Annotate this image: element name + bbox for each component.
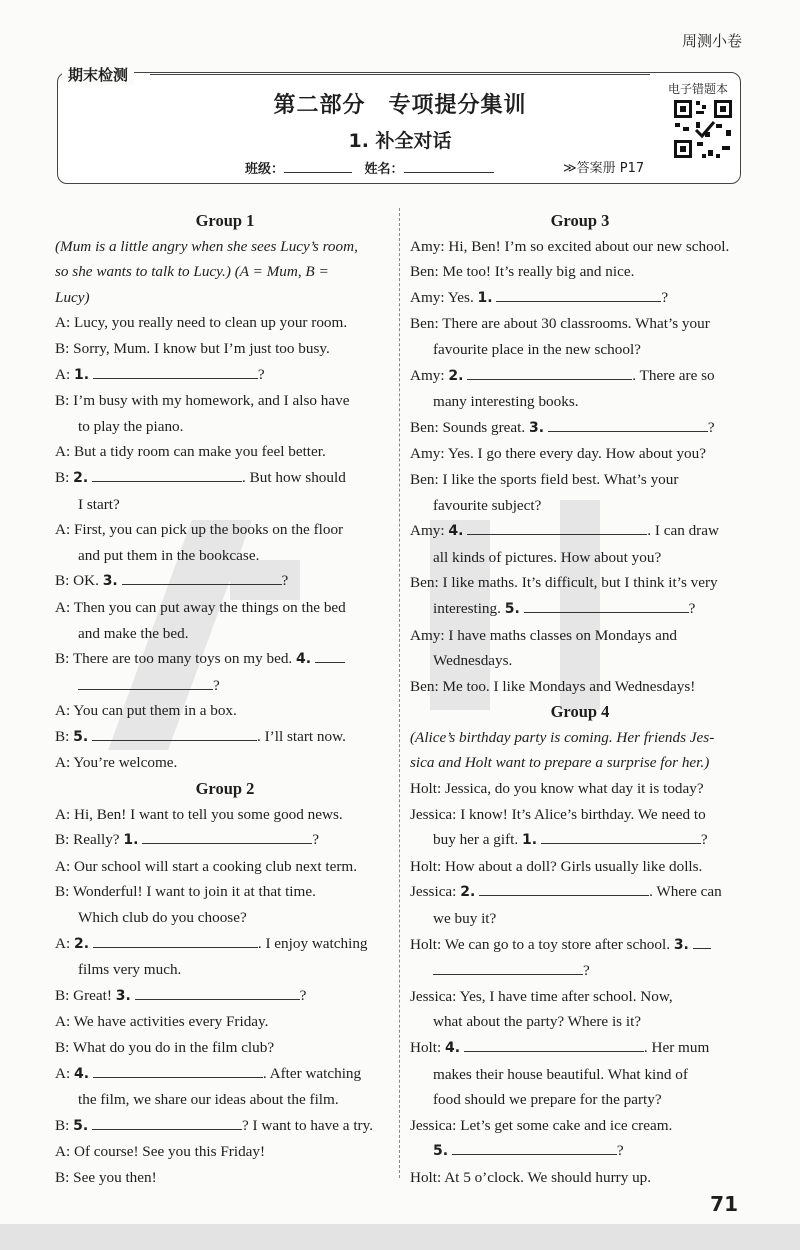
dialogue-text: I know! It’s Alice’s birthday. We need to bbox=[460, 805, 706, 823]
dialogue-text: Wednesdays. bbox=[433, 652, 513, 670]
dialogue-text: We have activities every Friday. bbox=[73, 1013, 269, 1031]
dialogue-line bbox=[55, 983, 395, 1010]
dialogue-text: Then you can put away the things on the bed bbox=[73, 598, 346, 616]
group-title: Group 2 bbox=[195, 779, 255, 799]
question-number: 3. bbox=[115, 987, 131, 1004]
question-number: 4. bbox=[445, 1040, 461, 1056]
dialogue-text: I start? bbox=[78, 495, 120, 513]
answer-blank[interactable] bbox=[93, 364, 258, 379]
speaker-label: B: bbox=[55, 339, 70, 357]
dialogue-text: At 5 o’clock. We should hurry up. bbox=[444, 1168, 652, 1186]
dialogue-line bbox=[410, 389, 750, 415]
dialogue-text: ? bbox=[616, 1142, 624, 1160]
dialogue-text: . I’ll start now. bbox=[257, 727, 346, 745]
question-number: 4. bbox=[296, 651, 312, 668]
dialogue-line bbox=[410, 363, 750, 390]
dialogue-text: ? bbox=[299, 986, 307, 1004]
dialogue-text: Yes. bbox=[447, 288, 474, 306]
answer-blank[interactable] bbox=[452, 1140, 617, 1155]
dialogue-line bbox=[55, 465, 395, 492]
dialogue-line bbox=[55, 310, 395, 336]
speaker-label: B: bbox=[55, 392, 70, 410]
dialogue-text: How about a doll? Girls usually like dolls. bbox=[445, 857, 703, 875]
speaker-label: Ben: bbox=[410, 574, 439, 592]
answer-blank[interactable] bbox=[92, 726, 257, 741]
dialogue-text: But a tidy room can make you feel better. bbox=[73, 443, 326, 461]
speaker-label: B: bbox=[55, 468, 70, 486]
question-number: 4. bbox=[448, 523, 464, 540]
dialogue-text: ? bbox=[213, 676, 220, 694]
speaker-label: A: bbox=[55, 1013, 71, 1031]
speaker-label: B: bbox=[55, 1168, 70, 1186]
speaker-label: Ben: bbox=[410, 263, 439, 281]
dialogue-text: Yes, I have time after school. Now, bbox=[459, 987, 673, 1005]
dialogue-text: . I can draw bbox=[647, 522, 719, 540]
dialogue-line bbox=[410, 879, 750, 906]
dialogue-line bbox=[410, 932, 750, 959]
dialogue-text: Yes. I go there every day. How about you? bbox=[447, 445, 706, 463]
answer-blank[interactable] bbox=[135, 985, 300, 1000]
dialogue-line bbox=[55, 724, 395, 751]
dialogue-text: ? bbox=[312, 831, 319, 849]
speaker-label: A: bbox=[55, 365, 71, 383]
dialogue-line bbox=[410, 441, 750, 467]
speaker-label: A: bbox=[55, 702, 71, 720]
dialogue-line bbox=[55, 595, 395, 621]
answer-blank[interactable] bbox=[433, 960, 583, 975]
speaker-label: A: bbox=[55, 1064, 71, 1082]
speaker-label: A: bbox=[55, 443, 71, 461]
dialogue-line bbox=[410, 827, 750, 854]
answer-blank[interactable] bbox=[479, 881, 649, 896]
dialogue-line bbox=[410, 570, 750, 596]
exam-label: 期末检测 bbox=[62, 64, 134, 85]
answer-blank[interactable] bbox=[78, 675, 213, 690]
answer-blank[interactable] bbox=[496, 287, 661, 302]
dialogue-line bbox=[55, 1165, 395, 1191]
speaker-label: Amy: bbox=[410, 626, 445, 644]
dialogue-line bbox=[55, 492, 395, 518]
dialogue-line bbox=[410, 648, 750, 674]
speaker-label: Amy: bbox=[410, 288, 445, 306]
dialogue-text: and make the bed. bbox=[78, 624, 189, 642]
dialogue-line bbox=[55, 957, 395, 983]
dialogue-line bbox=[410, 1009, 750, 1035]
dialogue-line bbox=[55, 698, 395, 724]
answer-blank[interactable] bbox=[464, 1037, 644, 1052]
answer-blank[interactable] bbox=[467, 520, 647, 535]
question-number: 3. bbox=[528, 419, 545, 436]
dialogue-line bbox=[55, 1087, 395, 1113]
dialogue-text: buy her a gift. bbox=[433, 831, 519, 849]
answer-blank[interactable] bbox=[467, 365, 632, 380]
dialogue-text: . There are so bbox=[632, 366, 715, 384]
left-column bbox=[55, 208, 395, 1191]
dialogue-text: I have maths classes on Mondays and bbox=[448, 626, 678, 644]
speaker-label: A: bbox=[55, 934, 71, 952]
speaker-label: B: bbox=[55, 986, 70, 1004]
dialogue-line bbox=[55, 414, 395, 440]
speaker-label: Jessica: bbox=[410, 805, 457, 823]
question-number: 2. bbox=[73, 469, 89, 486]
dialogue-line bbox=[410, 802, 750, 828]
dialogue-text: You’re welcome. bbox=[73, 754, 178, 772]
name-field[interactable] bbox=[404, 172, 494, 173]
speaker-label: Holt: bbox=[410, 780, 442, 798]
speaker-label: Holt: bbox=[410, 1168, 442, 1186]
question-number: 1. bbox=[522, 832, 538, 849]
dialogue-line bbox=[410, 1113, 750, 1139]
dialogue-text: Of course! See you this Friday! bbox=[73, 1143, 266, 1161]
question-number: 5. bbox=[73, 1117, 89, 1134]
dialogue-text: we buy it? bbox=[433, 910, 497, 928]
speaker-label: A: bbox=[55, 805, 71, 823]
dialogue-text: Really? bbox=[73, 831, 120, 849]
dialogue-text: Sounds great. bbox=[442, 418, 526, 436]
dialogue-text: What do you do in the film club? bbox=[72, 1039, 275, 1056]
dialogue-text: Great! bbox=[73, 986, 112, 1004]
dialogue-text: ? bbox=[700, 831, 708, 849]
dialogue-line bbox=[410, 1087, 750, 1113]
question-number: 2. bbox=[73, 935, 90, 952]
speaker-label: Amy: bbox=[410, 237, 445, 255]
dialogue-line bbox=[55, 1061, 395, 1088]
speaker-label: Ben: bbox=[410, 315, 439, 333]
dialogue-text: . I enjoy watching bbox=[257, 934, 368, 952]
page-number: 71 bbox=[710, 1192, 738, 1216]
dialogue-line bbox=[55, 1035, 395, 1061]
answer-blank[interactable] bbox=[693, 934, 711, 949]
dialogue-text: . Her mum bbox=[643, 1039, 710, 1056]
dialogue-line bbox=[410, 674, 750, 700]
dialogue-text: interesting. bbox=[433, 599, 501, 617]
dialogue-line bbox=[55, 517, 395, 543]
dialogue-line bbox=[55, 931, 395, 958]
speaker-label: A: bbox=[55, 1143, 71, 1161]
dialogue-text: films very much. bbox=[78, 961, 182, 979]
class-field[interactable] bbox=[284, 172, 352, 173]
dialogue-line bbox=[55, 854, 395, 880]
dialogue-text: . After watching bbox=[262, 1064, 362, 1082]
group-intro-line: so she wants to talk to Lucy.) (A = Mum, B = bbox=[55, 263, 329, 281]
name-label: 姓名： bbox=[364, 162, 404, 177]
speaker-label: Holt: bbox=[410, 935, 442, 953]
dialogue-line bbox=[55, 543, 395, 569]
speaker-label: B: bbox=[55, 727, 70, 745]
speaker-label: A: bbox=[55, 754, 71, 772]
dialogue-line bbox=[55, 827, 395, 854]
answer-blank[interactable] bbox=[315, 648, 345, 663]
dialogue-line bbox=[410, 337, 750, 363]
question-number: 3. bbox=[673, 936, 689, 953]
question-number: 2. bbox=[460, 884, 476, 901]
answer-blank[interactable] bbox=[142, 829, 312, 844]
dialogue-text: food should we prepare for the party? bbox=[433, 1091, 662, 1109]
qr-label: 电子错题本 bbox=[668, 82, 729, 96]
speaker-label: B: bbox=[55, 1039, 70, 1056]
group-intro-line: Lucy) bbox=[55, 288, 90, 306]
dialogue-line bbox=[55, 1113, 395, 1140]
dialogue-text: Jessica, do you know what day it is today? bbox=[445, 780, 704, 798]
speaker-label: Amy: bbox=[410, 445, 445, 463]
dialogue-text: There are about 30 classrooms. What’s your bbox=[442, 315, 710, 333]
dialogue-text: Sorry, Mum. I know but I’m just too busy. bbox=[73, 339, 330, 357]
dialogue-line bbox=[410, 545, 750, 571]
dialogue-line bbox=[410, 1035, 750, 1062]
dialogue-line bbox=[55, 673, 395, 699]
dialogue-text: Which club do you choose? bbox=[78, 909, 247, 927]
speaker-label: B: bbox=[55, 831, 70, 849]
dialogue-line bbox=[410, 259, 750, 285]
dialogue-text: and put them in the bookcase. bbox=[78, 546, 260, 564]
right-column bbox=[410, 208, 750, 1191]
answer-blank[interactable] bbox=[92, 467, 242, 482]
group-title: Group 3 bbox=[550, 211, 610, 230]
dialogue-text: I like maths. It’s difficult, but I think it’s very bbox=[442, 574, 718, 592]
dialogue-text: We can go to a toy store after school. bbox=[444, 935, 671, 953]
footer-bar bbox=[0, 1224, 800, 1250]
dialogue-text: ? bbox=[707, 418, 715, 436]
dialogue-text: Wonderful! I want to join it at that time. bbox=[72, 883, 316, 901]
question-number: 4. bbox=[73, 1065, 90, 1082]
question-number: 1. bbox=[73, 366, 90, 383]
dialogue-line bbox=[410, 984, 750, 1010]
dialogue-line bbox=[55, 1009, 395, 1035]
dialogue-line bbox=[55, 336, 395, 362]
dialogue-text: . But how should bbox=[242, 468, 346, 486]
speaker-label: B: bbox=[55, 572, 70, 590]
dialogue-text: ? bbox=[257, 365, 265, 383]
group-intro-line: (Alice’s birthday party is coming. Her friends Jes- bbox=[410, 728, 715, 746]
question-number: 5. bbox=[504, 600, 520, 617]
dialogue-line bbox=[410, 1062, 750, 1088]
dialogue-text: There are too many toys on my bed. bbox=[72, 650, 293, 668]
dialogue-line bbox=[410, 906, 750, 932]
answer-reference: ≫答案册 P17 bbox=[563, 161, 645, 176]
top-tag: 周测小卷 bbox=[681, 32, 742, 50]
part-title: 第二部分 专项提分集训 bbox=[273, 93, 527, 118]
speaker-label: A: bbox=[55, 857, 71, 875]
speaker-label: B: bbox=[55, 1116, 70, 1134]
dialogue-line bbox=[55, 1139, 395, 1165]
dialogue-line bbox=[55, 750, 395, 776]
answer-blank[interactable] bbox=[92, 1115, 242, 1130]
dialogue-text: ? bbox=[281, 572, 289, 590]
dialogue-text: the film, we share our ideas about the film. bbox=[78, 1091, 339, 1109]
dialogue-text: First, you can pick up the books on the floor bbox=[73, 521, 344, 539]
qr-code-icon[interactable] bbox=[672, 98, 734, 160]
dialogue-line bbox=[410, 415, 750, 442]
dialogue-line bbox=[410, 285, 750, 312]
answer-blank[interactable] bbox=[122, 570, 282, 585]
dialogue-text: many interesting books. bbox=[433, 393, 579, 411]
question-number: 2. bbox=[448, 367, 464, 384]
dialogue-line bbox=[55, 439, 395, 465]
dialogue-text: See you then! bbox=[73, 1168, 157, 1186]
dialogue-line bbox=[410, 1138, 750, 1165]
dialogue-text: Me too! It’s really big and nice. bbox=[442, 263, 635, 281]
question-number: 1. bbox=[123, 832, 139, 849]
dialogue-text: Hi, Ben! I want to tell you some good news. bbox=[73, 805, 343, 823]
question-number: 5. bbox=[433, 1143, 449, 1160]
question-number: 3. bbox=[102, 573, 118, 590]
dialogue-line bbox=[55, 621, 395, 647]
speaker-label: Ben: bbox=[410, 677, 439, 695]
speaker-label: Amy: bbox=[410, 366, 445, 384]
dialogue-text: ? I want to have a try. bbox=[242, 1116, 374, 1134]
group-title: Group 1 bbox=[195, 211, 255, 230]
dialogue-line bbox=[410, 1165, 750, 1191]
dialogue-line bbox=[55, 568, 395, 595]
dialogue-text: You can put them in a box. bbox=[73, 702, 237, 720]
dialogue-text: favourite subject? bbox=[433, 496, 542, 514]
speaker-label: Ben: bbox=[410, 470, 439, 488]
dialogue-line bbox=[55, 879, 395, 905]
dialogue-text: what about the party? Where is it? bbox=[433, 1013, 642, 1031]
speaker-label: Amy: bbox=[410, 522, 445, 540]
dialogue-text: I’m busy with my homework, and I also have bbox=[73, 392, 350, 410]
dialogue-line bbox=[55, 362, 395, 389]
class-label: 班级： bbox=[245, 162, 285, 177]
dialogue-line bbox=[410, 623, 750, 649]
dialogue-text: favourite place in the new school? bbox=[433, 340, 641, 358]
dialogue-line bbox=[410, 234, 750, 260]
speaker-label: Ben: bbox=[410, 418, 439, 436]
dialogue-text: ? bbox=[661, 288, 669, 306]
dialogue-line bbox=[55, 388, 395, 414]
header-rule bbox=[150, 74, 650, 75]
section-title: 1. 补全对话 bbox=[348, 130, 452, 152]
group-intro-line: sica and Holt want to prepare a surprise for her.) bbox=[410, 754, 710, 772]
dialogue-line bbox=[410, 467, 750, 493]
speaker-label: A: bbox=[55, 521, 71, 539]
speaker-label: Jessica: bbox=[410, 987, 457, 1005]
answer-blank[interactable] bbox=[524, 598, 689, 613]
dialogue-text: Hi, Ben! I’m so excited about our new school. bbox=[448, 237, 730, 255]
speaker-label: Holt: bbox=[410, 1039, 442, 1056]
dialogue-text: to play the piano. bbox=[78, 417, 184, 435]
dialogue-text: ? bbox=[583, 962, 590, 980]
dialogue-line bbox=[410, 311, 750, 337]
dialogue-text: . Where can bbox=[649, 883, 722, 901]
dialogue-text: ? bbox=[688, 599, 696, 617]
answer-blank[interactable] bbox=[548, 417, 708, 432]
speaker-label: Holt: bbox=[410, 857, 442, 875]
column-divider bbox=[399, 208, 400, 1178]
dialogue-text: makes their house beautiful. What kind of bbox=[433, 1065, 688, 1083]
speaker-label: Jessica: bbox=[410, 883, 457, 901]
speaker-label: A: bbox=[55, 314, 71, 332]
dialogue-line bbox=[410, 596, 750, 623]
question-number: 1. bbox=[477, 289, 493, 306]
speaker-label: B: bbox=[55, 883, 70, 901]
speaker-label: Jessica: bbox=[410, 1116, 457, 1134]
dialogue-line bbox=[55, 905, 395, 931]
speaker-label: A: bbox=[55, 598, 71, 616]
group-title: Group 4 bbox=[550, 702, 610, 722]
question-number: 5. bbox=[73, 728, 89, 745]
dialogue-text: I like the sports field best. What’s your bbox=[442, 470, 679, 488]
group-intro-line: (Mum is a little angry when she sees Lucy’s room, bbox=[55, 237, 358, 255]
dialogue-text: Me too. I like Mondays and Wednesdays! bbox=[442, 677, 696, 695]
student-info bbox=[245, 158, 502, 177]
dialogue-text: Let’s get some cake and ice cream. bbox=[460, 1116, 673, 1134]
dialogue-line bbox=[410, 958, 750, 984]
dialogue-line bbox=[410, 854, 750, 880]
answer-blank[interactable] bbox=[93, 933, 258, 948]
dialogue-line bbox=[55, 646, 395, 673]
dialogue-line bbox=[410, 776, 750, 802]
dialogue-text: Our school will start a cooking club next term. bbox=[73, 857, 357, 875]
dialogue-line bbox=[55, 802, 395, 828]
dialogue-line bbox=[410, 518, 750, 545]
dialogue-text: all kinds of pictures. How about you? bbox=[433, 548, 662, 566]
dialogue-text: Lucy, you really need to clean up your room. bbox=[73, 314, 348, 332]
dialogue-line bbox=[410, 493, 750, 519]
speaker-label: B: bbox=[55, 650, 70, 668]
answer-blank[interactable] bbox=[93, 1063, 263, 1078]
answer-blank[interactable] bbox=[541, 829, 701, 844]
dialogue-text: OK. bbox=[73, 572, 99, 590]
